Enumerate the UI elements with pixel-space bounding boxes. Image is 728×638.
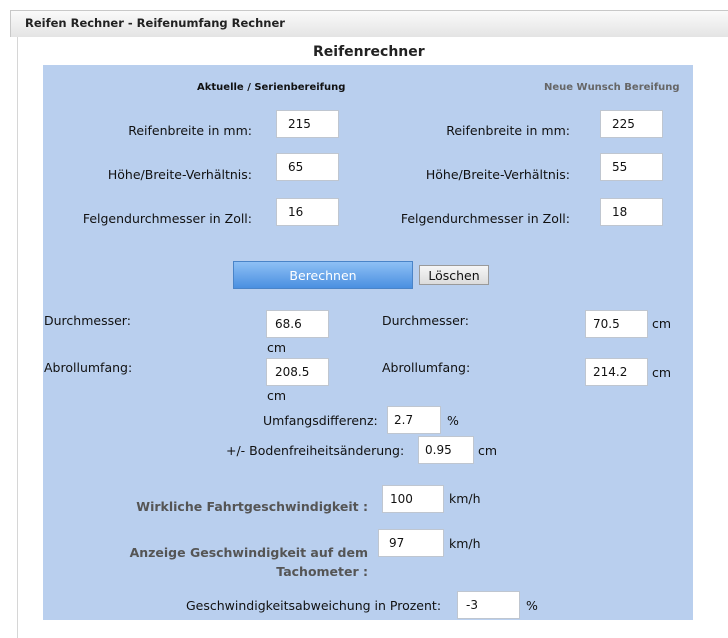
wish-ratio-label: Höhe/Breite-Verhältnis: <box>425 167 570 182</box>
current-section-title: Aktuelle / Serienbereifung <box>197 82 346 93</box>
tacho-speed-unit: km/h <box>449 536 481 551</box>
current-diameter-output[interactable] <box>266 310 329 338</box>
wish-ratio-input[interactable] <box>600 153 663 181</box>
current-rim-input[interactable] <box>276 198 339 226</box>
wish-section-title: Neue Wunsch Bereifung <box>544 82 680 93</box>
calculate-button[interactable]: Berechnen <box>233 261 413 289</box>
wish-width-input[interactable] <box>600 110 663 138</box>
tacho-speed-label: Anzeige Geschwindigkeit auf dem Tachometer : <box>129 545 368 579</box>
real-speed-input[interactable] <box>382 485 444 513</box>
wish-diameter-label: Durchmesser: <box>382 313 469 328</box>
wish-rim-input[interactable] <box>600 198 663 226</box>
difference-label: Umfangsdifferenz: <box>263 413 378 428</box>
wish-width-label: Reifenbreite in mm: <box>446 123 570 138</box>
real-speed-label: Wirkliche Fahrtgeschwindigkeit : <box>136 499 368 514</box>
current-circumference-label: Abrollumfang: <box>44 360 133 375</box>
current-width-input[interactable] <box>276 110 339 138</box>
wish-diameter-unit: cm <box>652 316 672 331</box>
current-ratio-label: Höhe/Breite-Verhältnis: <box>107 167 252 182</box>
difference-output[interactable] <box>387 406 441 434</box>
page-title: Reifenrechner <box>313 44 425 60</box>
wish-diameter-output[interactable] <box>585 310 648 338</box>
clearance-label: +/- Bodenfreiheitsänderung: <box>226 443 405 458</box>
wish-circumference-unit: cm <box>652 365 672 380</box>
clear-button[interactable]: Löschen <box>419 265 489 285</box>
current-ratio-input[interactable] <box>276 153 339 181</box>
container-border <box>17 37 18 638</box>
calculator-panel <box>43 65 693 620</box>
wish-rim-label: Felgendurchmesser in Zoll: <box>400 211 570 226</box>
current-circumference-unit: cm <box>267 388 287 403</box>
current-circumference-output[interactable] <box>266 358 329 386</box>
wish-circumference-label: Abrollumfang: <box>382 360 471 375</box>
clearance-unit: cm <box>478 443 498 458</box>
speed-deviation-label: Geschwindigkeitsabweichung in Prozent: <box>186 598 442 613</box>
speed-deviation-output[interactable] <box>457 591 520 619</box>
real-speed-unit: km/h <box>449 491 481 506</box>
clearance-output[interactable] <box>418 436 474 464</box>
current-diameter-unit: cm <box>267 340 287 355</box>
difference-unit: % <box>447 413 459 428</box>
current-rim-label: Felgendurchmesser in Zoll: <box>82 211 252 226</box>
wish-circumference-output[interactable] <box>585 358 648 386</box>
current-diameter-label: Durchmesser: <box>44 313 131 328</box>
speed-deviation-unit: % <box>526 598 538 613</box>
window-titlebar <box>10 10 728 37</box>
current-width-label: Reifenbreite in mm: <box>128 123 252 138</box>
window-title: Reifen Rechner - Reifenumfang Rechner <box>25 16 285 30</box>
tacho-speed-input[interactable] <box>378 529 444 557</box>
